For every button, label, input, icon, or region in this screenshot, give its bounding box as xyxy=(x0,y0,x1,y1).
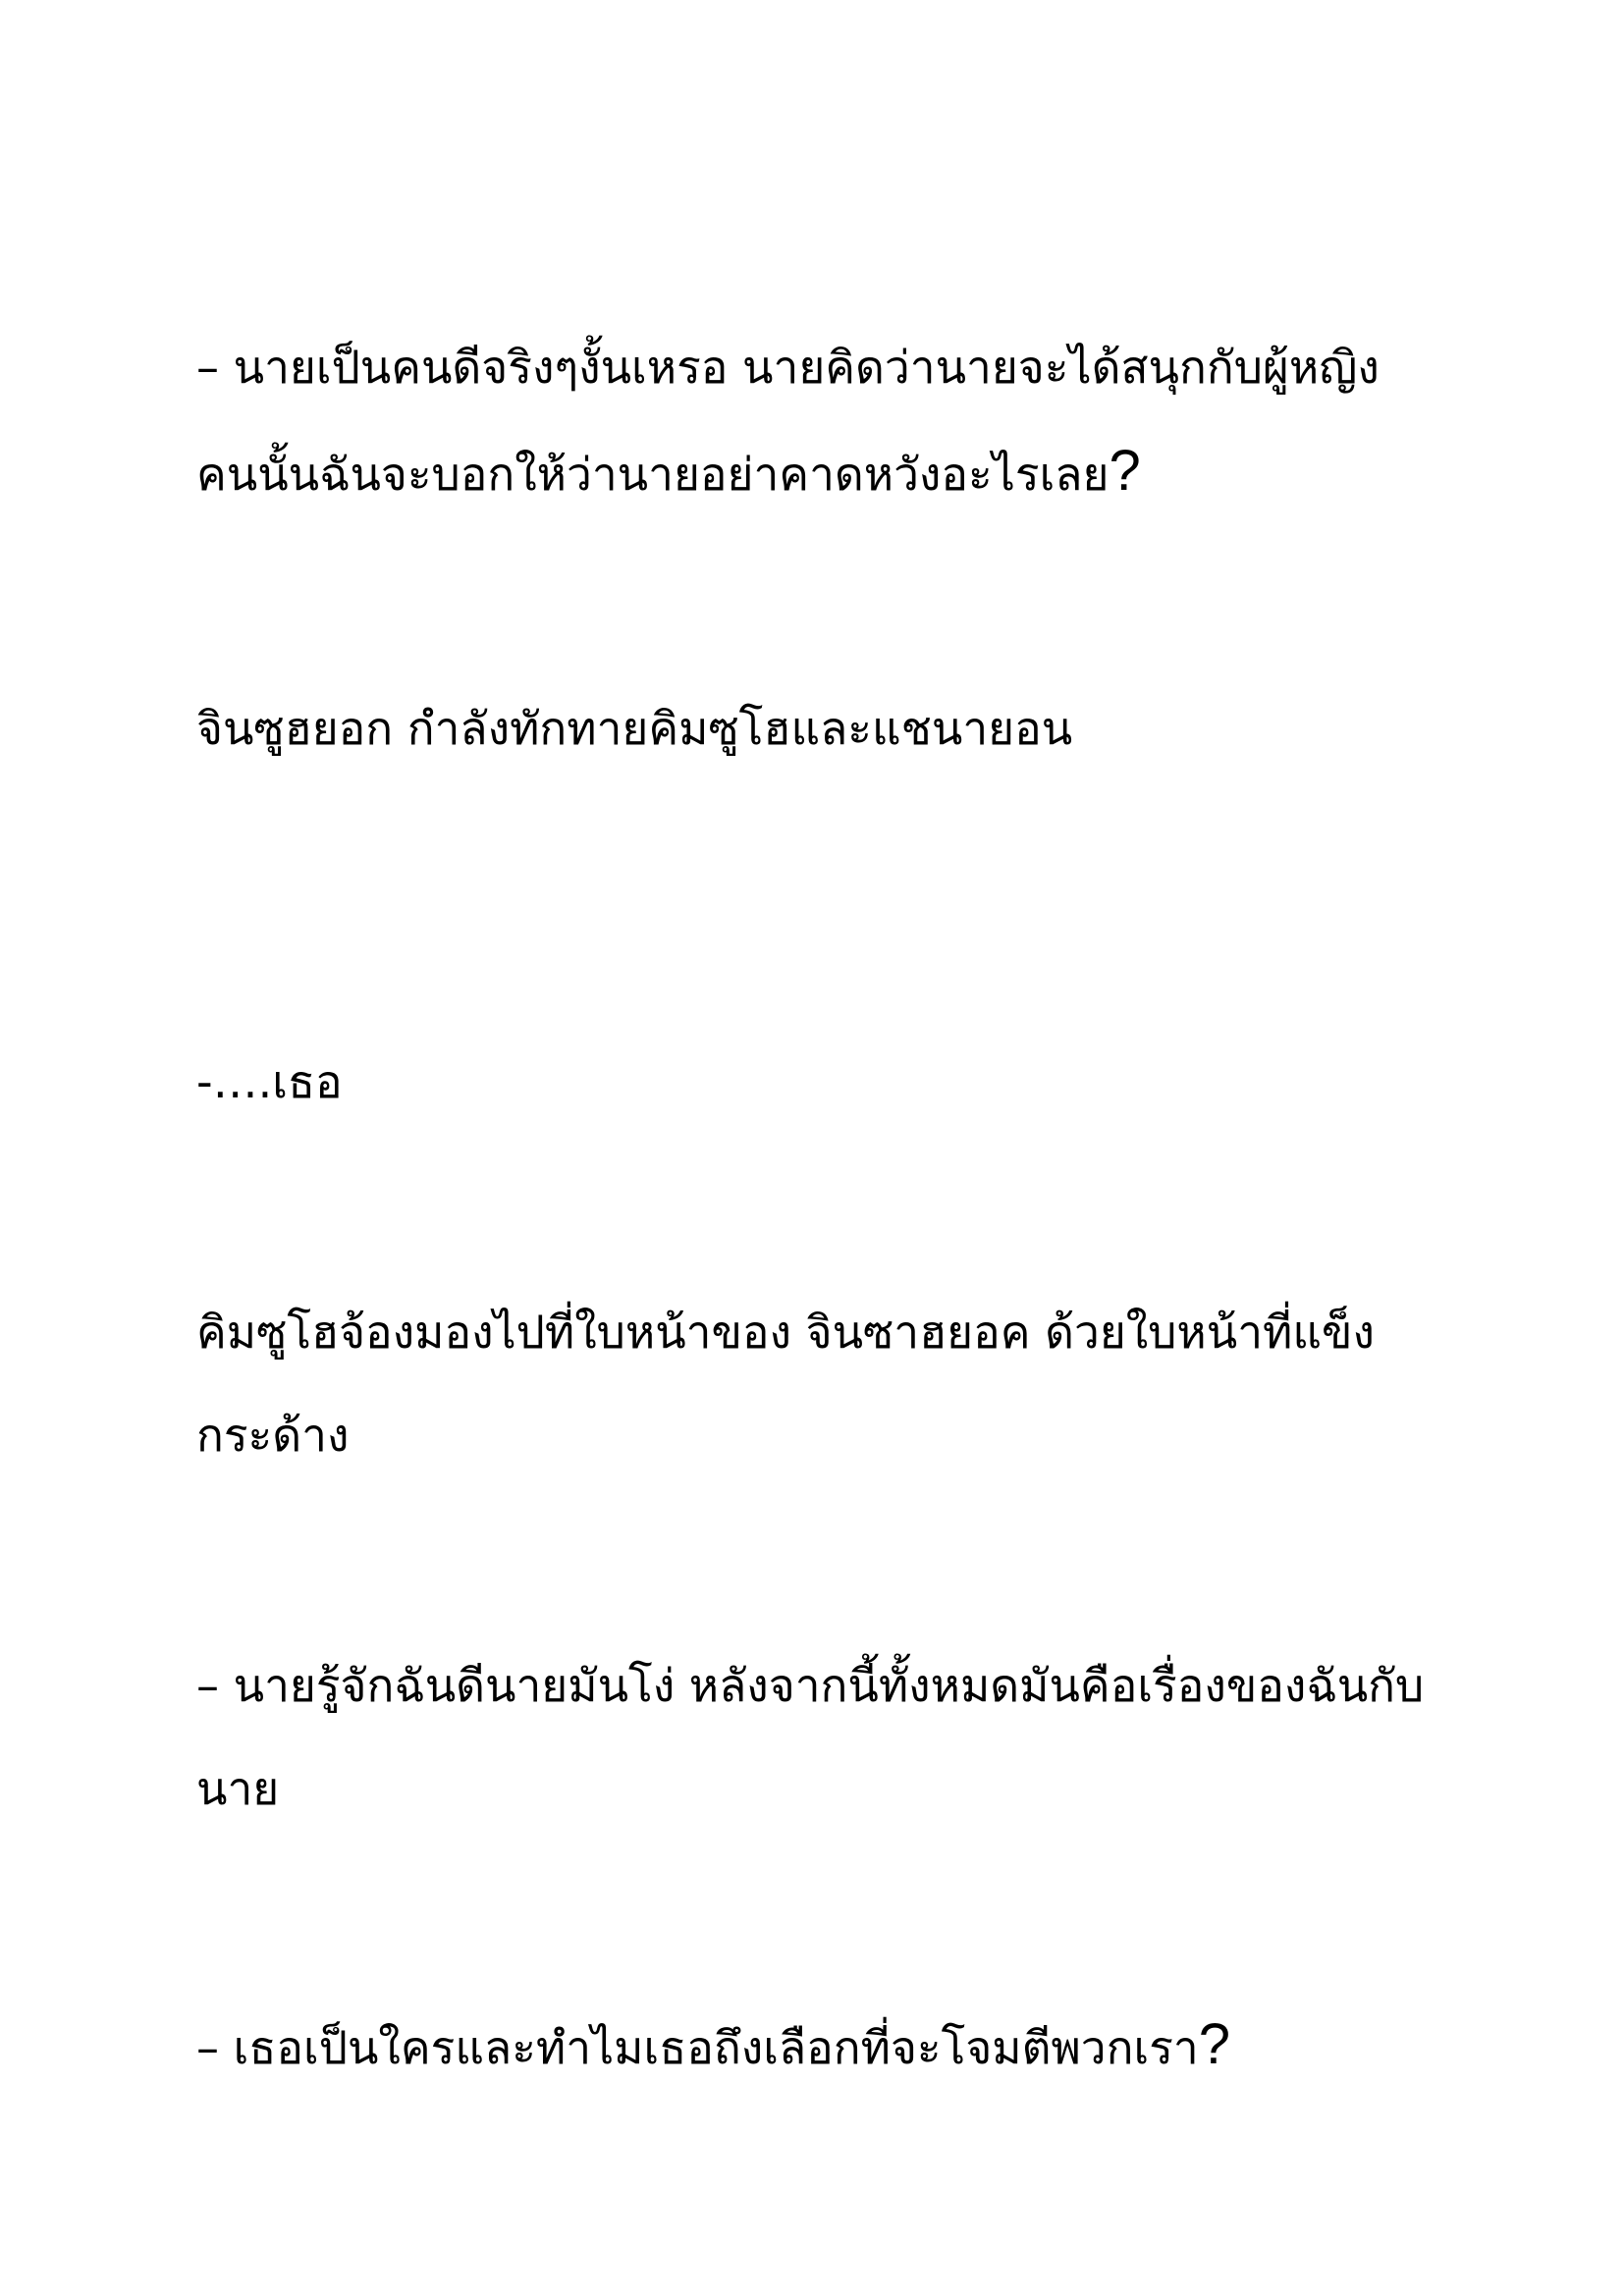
paragraph-1-line-2: คนนั้นฉันจะบอกให้ว่านายอย่าคาดหวังอะไรเลย xyxy=(196,448,1110,501)
dialogue-paragraph-6 xyxy=(196,1993,1434,2100)
dialogue-paragraph-3 xyxy=(196,1031,1434,1134)
question-mark: ? xyxy=(1109,439,1141,503)
paragraph-2-text: จินซูฮยอก กำลังทักทายคิมซูโฮและแชนายอน xyxy=(196,702,1073,755)
paragraph-3-text: -….เธอ xyxy=(196,1055,343,1108)
paragraph-5-line-1: – นายรู้จักฉันดีนายมันโง่ หลังจากนี้ทั้งหมดมันคือเรื่องของฉันกับ xyxy=(196,1659,1425,1712)
paragraph-4-line-2: กระด้าง xyxy=(196,1409,350,1462)
paragraph-4-line-1: คิมซูโฮจ้องมองไปที่ใบหน้าของ จินซาฮยอค ด้วยใบหน้าที่แข็ง xyxy=(196,1306,1375,1359)
paragraph-5-line-2: นาย xyxy=(196,1762,280,1815)
dialogue-paragraph-1 xyxy=(196,316,1434,526)
narration-paragraph-4 xyxy=(196,1281,1434,1487)
dialogue-paragraph-5 xyxy=(196,1634,1434,1841)
paragraph-1-line-1: – นายเป็นคนดีจริงๆงั้นเหรอ นายคิดว่านายจะได้สนุกกับผู้หญิง xyxy=(196,341,1380,394)
narration-paragraph-2 xyxy=(196,677,1434,780)
question-mark: ? xyxy=(1198,2012,1231,2076)
paragraph-6-text: – เธอเป็นใครและทำไมเธอถึงเลือกที่จะโจมตีพวกเรา xyxy=(196,2021,1199,2074)
